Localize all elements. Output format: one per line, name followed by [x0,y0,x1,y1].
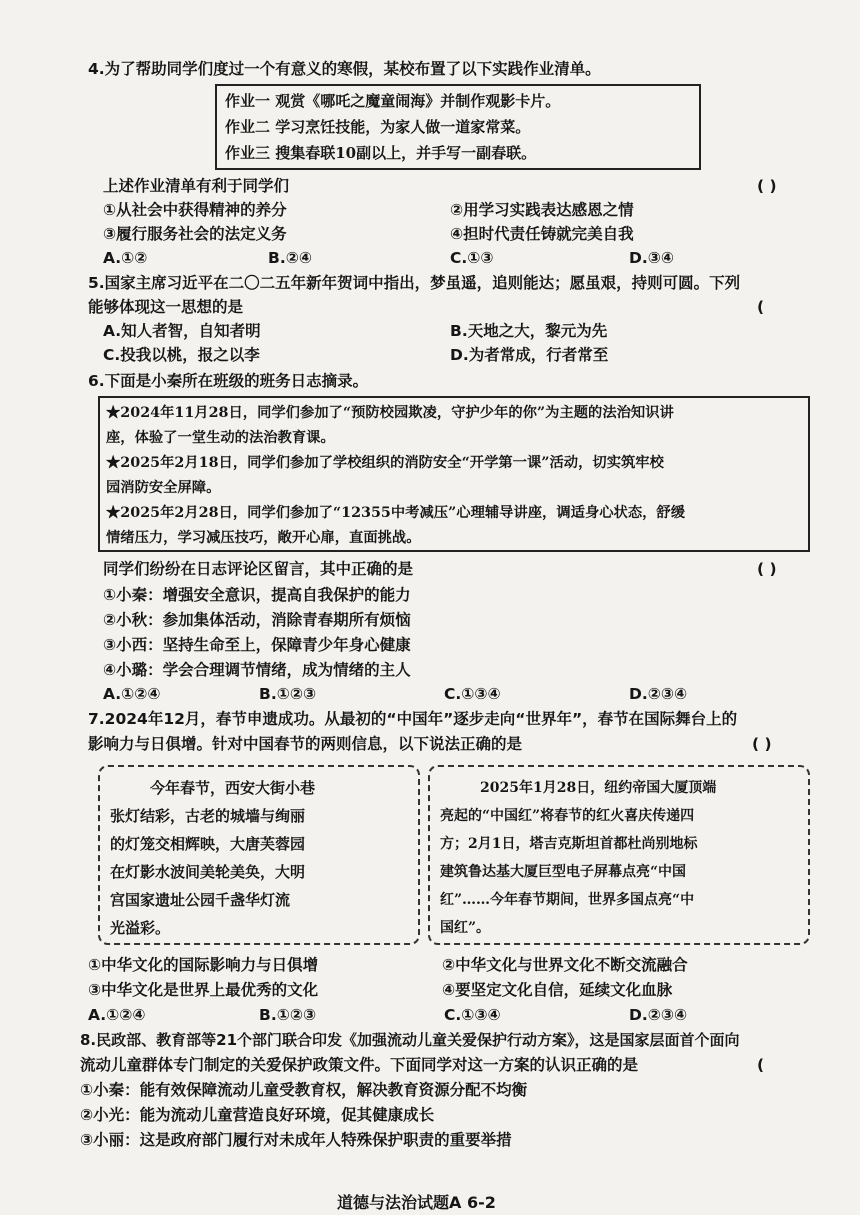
q6-choice-a: A.①②④ [103,685,161,703]
q6-log-line-2: 座，体验了一堂生动的法治教育课。 [106,430,335,446]
q4-choice-b: B.②④ [268,249,312,267]
q4-question: 上述作业清单有利于同学们 [103,177,290,195]
q4-stem: 4.为了帮助同学们度过一个有意义的寒假，某校布置了以下实践作业清单。 [88,60,601,78]
q8-option-3: ③小丽：这是政府部门履行对未成年人特殊保护职责的重要举措 [80,1131,512,1149]
q6-choice-c: C.①③④ [444,685,501,703]
q5-answer-paren: ( [757,298,765,316]
q5-choice-a: A.知人者智，自知者明 [103,322,261,340]
q7-right-line-5: 红”……今年春节期间，世界多国点亮“中 [440,892,695,908]
q5-stem-line-2: 能够体现这一思想的是 [88,298,244,316]
q5-stem-line-1: 5.国家主席习近平在二〇二五年新年贺词中指出，梦虽遥，追则能达；愿虽艰，持则可圆。下列 [88,274,741,292]
q5-choice-b: B.天地之大，黎元为先 [450,322,608,340]
q4-choice-d: D.③④ [629,249,675,267]
q6-log-line-1: ★2024年11月28日，同学们参加了“预防校园欺凌，守护少年的你”为主题的法治知识讲 [106,405,674,421]
q6-option-3: ③小西：坚持生命至上，保障青少年身心健康 [103,636,411,654]
q7-right-line-3: 方；2月1日，塔吉克斯坦首都杜尚别地标 [440,836,698,852]
q7-option-3: ③中华文化是世界上最优秀的文化 [88,981,319,999]
q5-choice-c: C.投我以桃，报之以李 [103,346,260,364]
q4-choice-a: A.①② [103,249,148,267]
q8-option-2: ②小光：能为流动儿童营造良好环境，促其健康成长 [80,1106,435,1124]
q7-stem-line-1: 7.2024年12月，春节申遗成功。从最初的“中国年”逐步走向“世界年”，春节在国际舞台上的 [88,710,738,728]
q4-box-line-2: 作业二 学习烹饪技能，为家人做一道家常菜。 [225,118,531,136]
q7-option-4: ④要坚定文化自信，延续文化血脉 [442,981,673,999]
q7-right-line-6: 国红”。 [440,920,491,936]
q4-answer-paren: ( ) [757,177,777,195]
q7-right-line-2: 亮起的“中国红”将春节的红火喜庆传递四 [440,808,695,824]
q4-box-line-3: 作业三 搜集春联10副以上，并手写一副春联。 [225,144,537,162]
q7-answer-paren: ( ) [752,735,772,753]
q7-choice-c: C.①③④ [444,1006,501,1024]
q8-option-1: ①小秦：能有效保障流动儿童受教育权，解决教育资源分配不均衡 [80,1081,528,1099]
q7-left-line-4: 在灯影水波间美轮美奂，大明 [110,863,306,881]
q7-left-line-1: 今年春节，西安大街小巷 [150,779,316,797]
q7-option-2: ②中华文化与世界文化不断交流融合 [442,956,688,974]
q6-option-1: ①小秦：增强安全意识，提高自我保护的能力 [103,586,411,604]
q6-log-line-3: ★2025年2月18日，同学们参加了学校组织的消防安全“开学第一课”活动，切实筑牢校 [106,455,664,471]
q8-stem-line-2: 流动儿童群体专门制定的关爱保护政策文件。下面同学对这一方案的认识正确的是 [80,1056,639,1074]
q6-question: 同学们纷纷在日志评论区留言，其中正确的是 [103,560,414,578]
q4-option-4: ④担时代责任铸就完美自我 [450,225,634,243]
q7-left-line-5: 宫国家遗址公园千盏华灯流 [110,891,291,909]
q7-stem-line-2: 影响力与日俱增。针对中国春节的两则信息，以下说法正确的是 [88,735,523,753]
q7-right-line-1: 2025年1月28日，纽约帝国大厦顶端 [480,780,717,796]
q6-option-4: ④小璐：学会合理调节情绪，成为情绪的主人 [103,661,411,679]
q7-left-line-2: 张灯结彩，古老的城墙与绚丽 [110,807,306,825]
q5-choice-d: D.为者常成，行者常至 [450,346,609,364]
q7-choice-d: D.②③④ [629,1006,688,1024]
q7-choice-b: B.①②③ [259,1006,317,1024]
q4-box-line-1: 作业一 观赏《哪吒之魔童闹海》并制作观影卡片。 [225,92,561,110]
q7-right-line-4: 建筑鲁达基大厦巨型电子屏幕点亮“中国 [440,864,687,880]
q6-stem: 6.下面是小秦所在班级的班务日志摘录。 [88,372,369,390]
q8-stem-line-1: 8.民政部、教育部等21个部门联合印发《加强流动儿童关爱保护行动方案》，这是国家层面首个面向 [80,1031,740,1049]
q4-option-2: ②用学习实践表达感恩之情 [450,201,634,219]
q6-log-line-6: 情绪压力，学习减压技巧，敞开心扉，直面挑战。 [106,530,421,546]
q7-left-line-3: 的灯笼交相辉映，大唐芙蓉园 [110,835,306,853]
q4-choice-c: C.①③ [450,249,494,267]
q6-choice-d: D.②③④ [629,685,688,703]
q7-choice-a: A.①②④ [88,1006,146,1024]
q8-answer-paren: ( [757,1056,765,1074]
q4-option-1: ①从社会中获得精神的养分 [103,201,287,219]
q6-log-line-5: ★2025年2月28日，同学们参加了“12355中考减压”心理辅导讲座，调适身心状态，舒缓 [106,505,686,521]
q6-option-2: ②小秋：参加集体活动，消除青春期所有烦恼 [103,611,411,629]
q4-option-3: ③履行服务社会的法定义务 [103,225,287,243]
page-footer: 道德与法治试题A 6-2 [337,1193,496,1212]
q7-left-line-6: 光溢彩。 [110,919,171,937]
q6-choice-b: B.①②③ [259,685,317,703]
q6-answer-paren: ( ) [757,560,777,578]
q6-log-line-4: 园消防安全屏障。 [106,480,221,496]
q7-option-1: ①中华文化的国际影响力与日俱增 [88,956,319,974]
